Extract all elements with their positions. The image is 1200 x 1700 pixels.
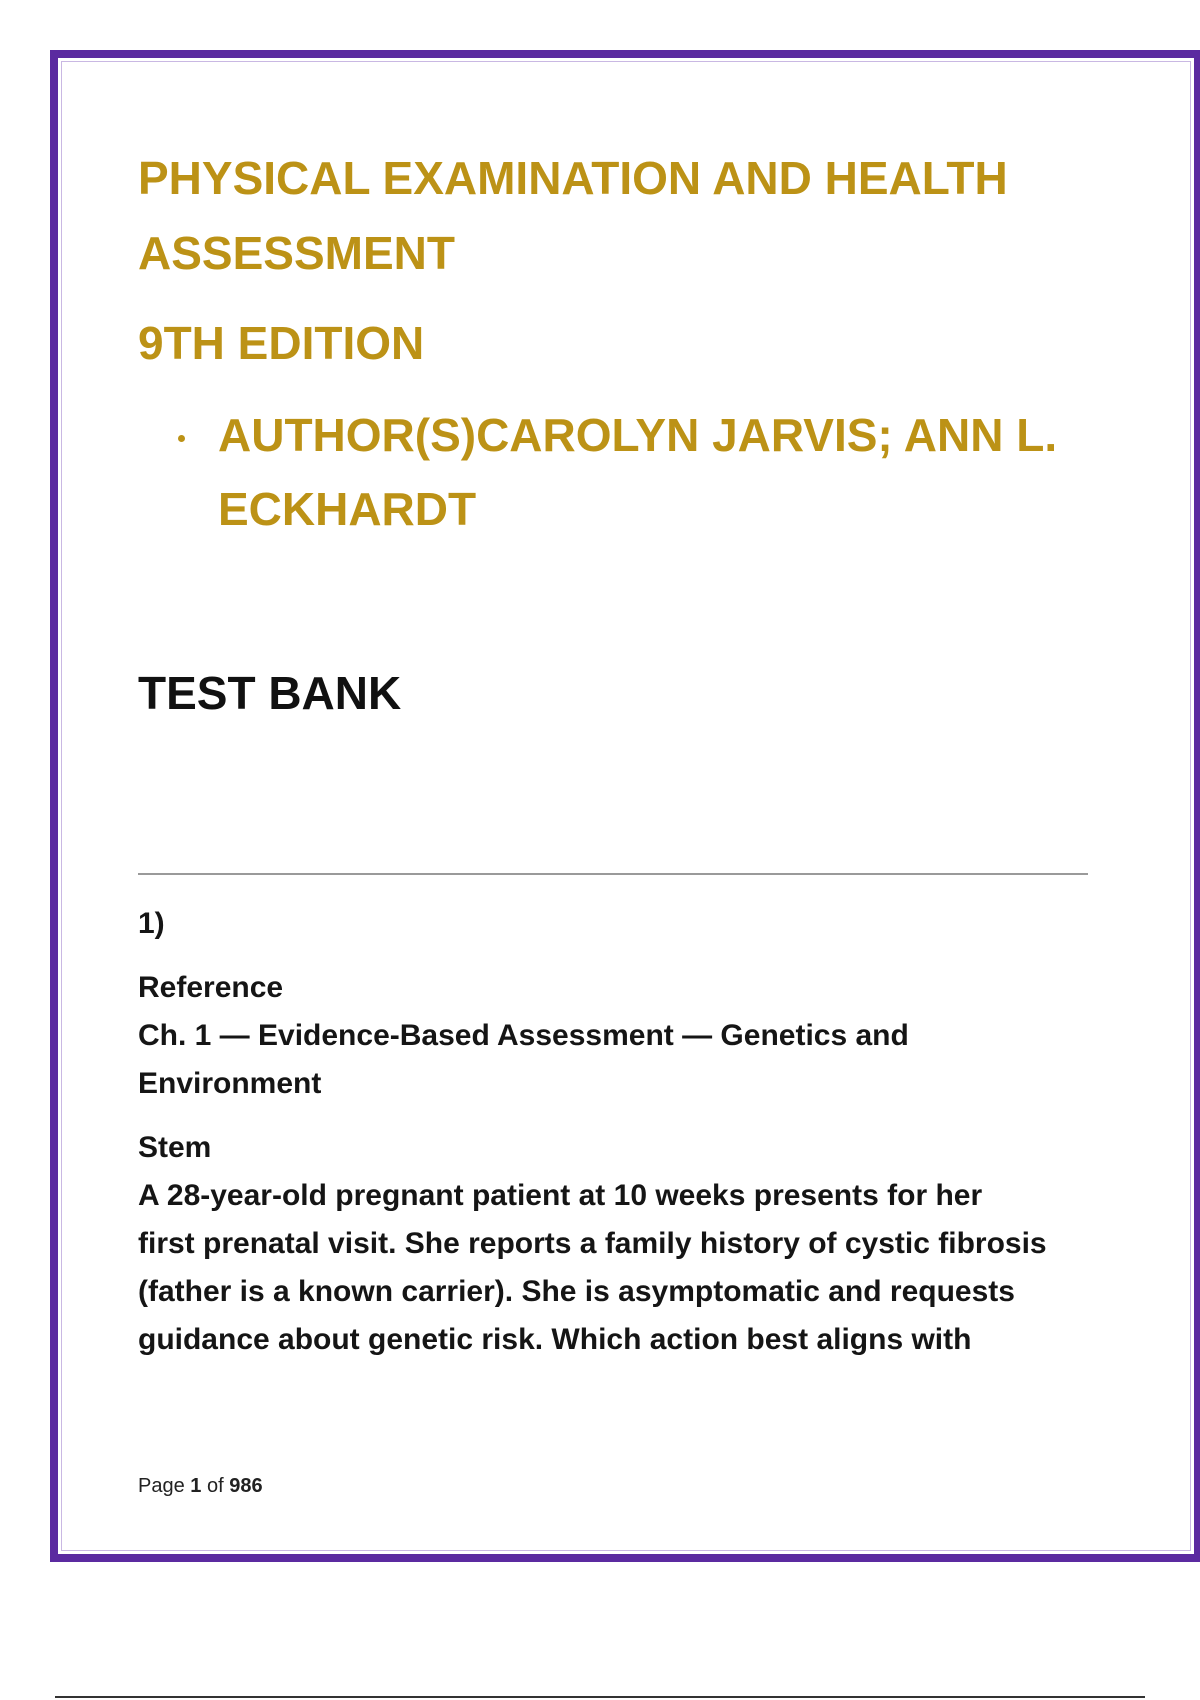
document-title-line-2: ASSESSMENT bbox=[138, 227, 455, 279]
reference-label: Reference bbox=[138, 971, 284, 1004]
bullet-icon bbox=[178, 435, 185, 442]
test-bank-heading: TEST BANK bbox=[138, 667, 402, 719]
page-footer bbox=[138, 1472, 263, 1500]
reference-line-2: Environment bbox=[138, 1067, 322, 1100]
document-title-line-1: PHYSICAL EXAMINATION AND HEALTH bbox=[138, 152, 1008, 204]
footer-total-pages: 986 bbox=[229, 1475, 263, 1497]
footer-of-word: of bbox=[206, 1475, 224, 1497]
stem-line-3: (father is a known carrier). She is asymptomatic and requests bbox=[138, 1275, 1015, 1308]
stem-line-4: guidance about genetic risk. Which action best aligns with bbox=[138, 1323, 972, 1356]
stem-line-2: first prenatal visit. She reports a family history of cystic fibrosis bbox=[138, 1227, 1047, 1260]
author-line-2: ECKHARDT bbox=[218, 483, 477, 535]
footer-page-word: Page bbox=[138, 1475, 185, 1497]
stem-label: Stem bbox=[138, 1131, 212, 1164]
reference-line-1: Ch. 1 — Evidence-Based Assessment — Genetics and bbox=[138, 1019, 909, 1052]
stem-line-1: A 28-year-old pregnant patient at 10 weeks presents for her bbox=[138, 1179, 983, 1212]
section-divider bbox=[138, 873, 1088, 875]
edition-label: 9TH EDITION bbox=[138, 317, 425, 369]
footer-current-page: 1 bbox=[190, 1475, 202, 1497]
author-line-1: AUTHOR(S)CAROLYN JARVIS; ANN L. bbox=[218, 409, 1058, 461]
question-number: 1) bbox=[138, 907, 165, 940]
next-page-edge bbox=[55, 1696, 1145, 1698]
